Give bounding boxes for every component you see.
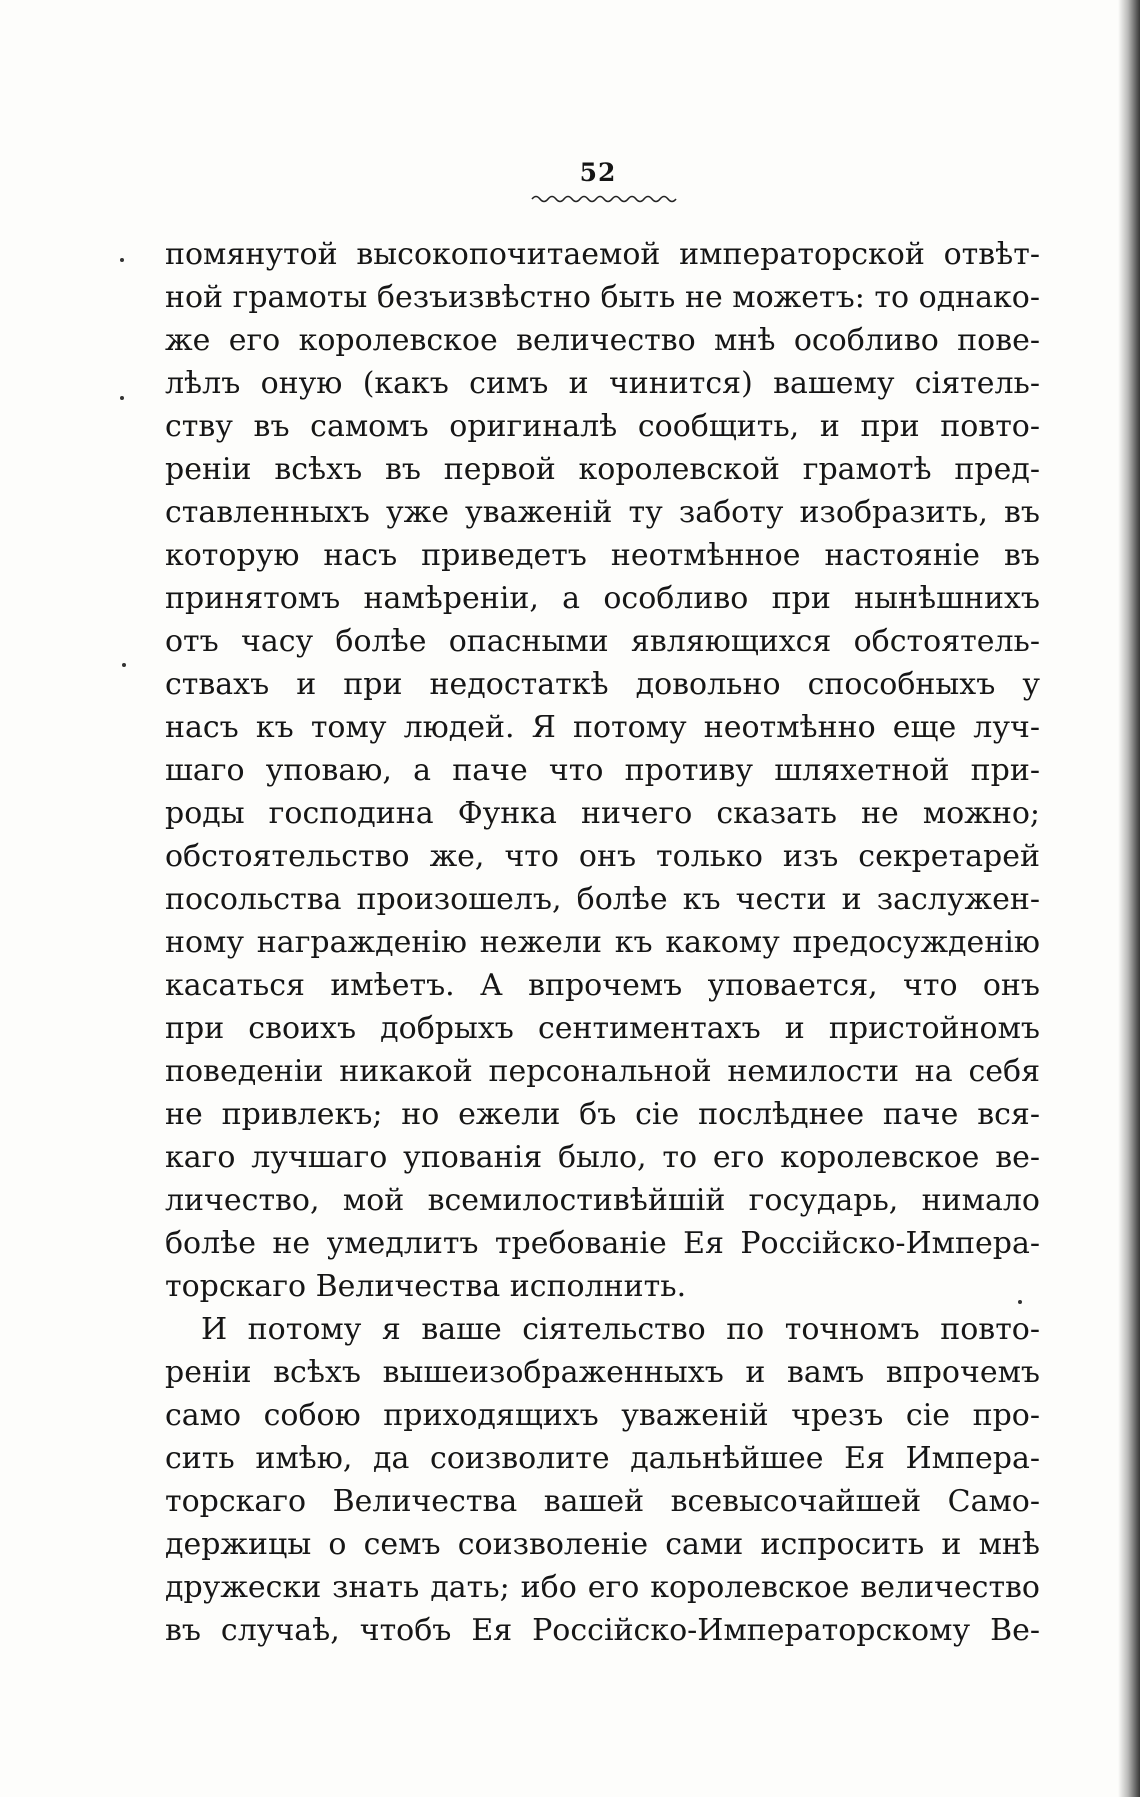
text-line: ренiи всѣхъ вышеизображенныхъ и вамъ впрочемъ [165, 1355, 1040, 1390]
text-line: посольства произошелъ, болѣе къ чести и заслужен- [165, 882, 1040, 917]
text-line: помянутой высокопочитаемой императорской отвѣт- [165, 237, 1040, 272]
text-line: торскаго Величества вашей всевысочайшей Само- [165, 1484, 1040, 1519]
text-line: ренiи всѣхъ въ первой королевской грамотѣ пред- [165, 452, 1040, 487]
text-line: не привлекъ; но ежели бъ сiе послѣднее паче вся- [165, 1097, 1040, 1132]
text-line: дружески знать дать; ибо его королевское величество [165, 1570, 1040, 1605]
paragraph-1 [165, 233, 1040, 1308]
text-line: касаться имѣетъ. А впрочемъ уповается, что онъ [165, 968, 1040, 1003]
print-speck [120, 258, 124, 262]
text-line: держицы о семъ соизволенiе сами испросить и мнѣ [165, 1527, 1040, 1562]
text-line: ной грамоты безъизвѣстно быть не можетъ: то однако- [165, 280, 1040, 315]
wavy-rule-ornament [530, 193, 678, 205]
text-line: личество, мой всемилостивѣйшiй государь, нимало [165, 1183, 1040, 1218]
text-line: болѣе не умедлитъ требованiе Ея Россiйско-Импера- [165, 1226, 1040, 1261]
text-line: И потому я ваше сiятельство по точномъ повто- [201, 1312, 1040, 1347]
print-speck [120, 396, 124, 400]
text-line: ному награжденiю нежели къ какому предосужденiю [165, 925, 1040, 960]
text-line: отъ часу болѣе опасными являющихся обстоятель- [165, 624, 1040, 659]
text-line: при своихъ добрыхъ сентиментахъ и пристойномъ [165, 1011, 1040, 1046]
page-number: 52 [579, 158, 617, 187]
text-line: обстоятельство же, что онъ только изъ секретарей [165, 839, 1040, 874]
print-speck [122, 663, 126, 667]
text-line: поведенiи никакой персональной немилости на себя [165, 1054, 1040, 1089]
text-line: ствахъ и при недостаткѣ довольно способныхъ у [165, 667, 1040, 702]
text-line: въ случаѣ, чтобъ Ея Россiйско-Императорскому Ве- [165, 1613, 1040, 1648]
page-edge-shadow [1118, 0, 1140, 1797]
text-line: ставленныхъ уже уваженiй ту заботу изобразить, въ [165, 495, 1040, 530]
text-line: торскаго Величества исполнить. [165, 1269, 687, 1304]
text-line: каго лучшаго упованiя было, то его королевское ве- [165, 1140, 1040, 1175]
text-line: же его королевское величество мнѣ особливо пове- [165, 323, 1040, 358]
text-line: которую насъ приведетъ неотмѣнное настоянiе въ [165, 538, 1040, 573]
paragraph-2 [165, 1308, 1040, 1652]
text-line: сить имѣю, да соизволите дальнѣйшее Ея Импера- [165, 1441, 1040, 1476]
text-line: лѣлъ оную (какъ симъ и чинится) вашему сiятель- [165, 366, 1040, 401]
text-line: роды господина Функа ничего сказать не можно; [165, 796, 1040, 831]
text-line: шаго уповаю, а паче что противу шляхетной при- [165, 753, 1040, 788]
body-text [165, 233, 1040, 1652]
text-line: само собою приходящихъ уваженiй чрезъ сiе про- [165, 1398, 1040, 1433]
text-line: ству въ самомъ оригиналѣ сообщить, и при повто- [165, 409, 1040, 444]
text-line: насъ къ тому людей. Я потому неотмѣнно еще луч- [165, 710, 1040, 745]
text-line: принятомъ намѣренiи, а особливо при нынѣшнихъ [165, 581, 1040, 616]
